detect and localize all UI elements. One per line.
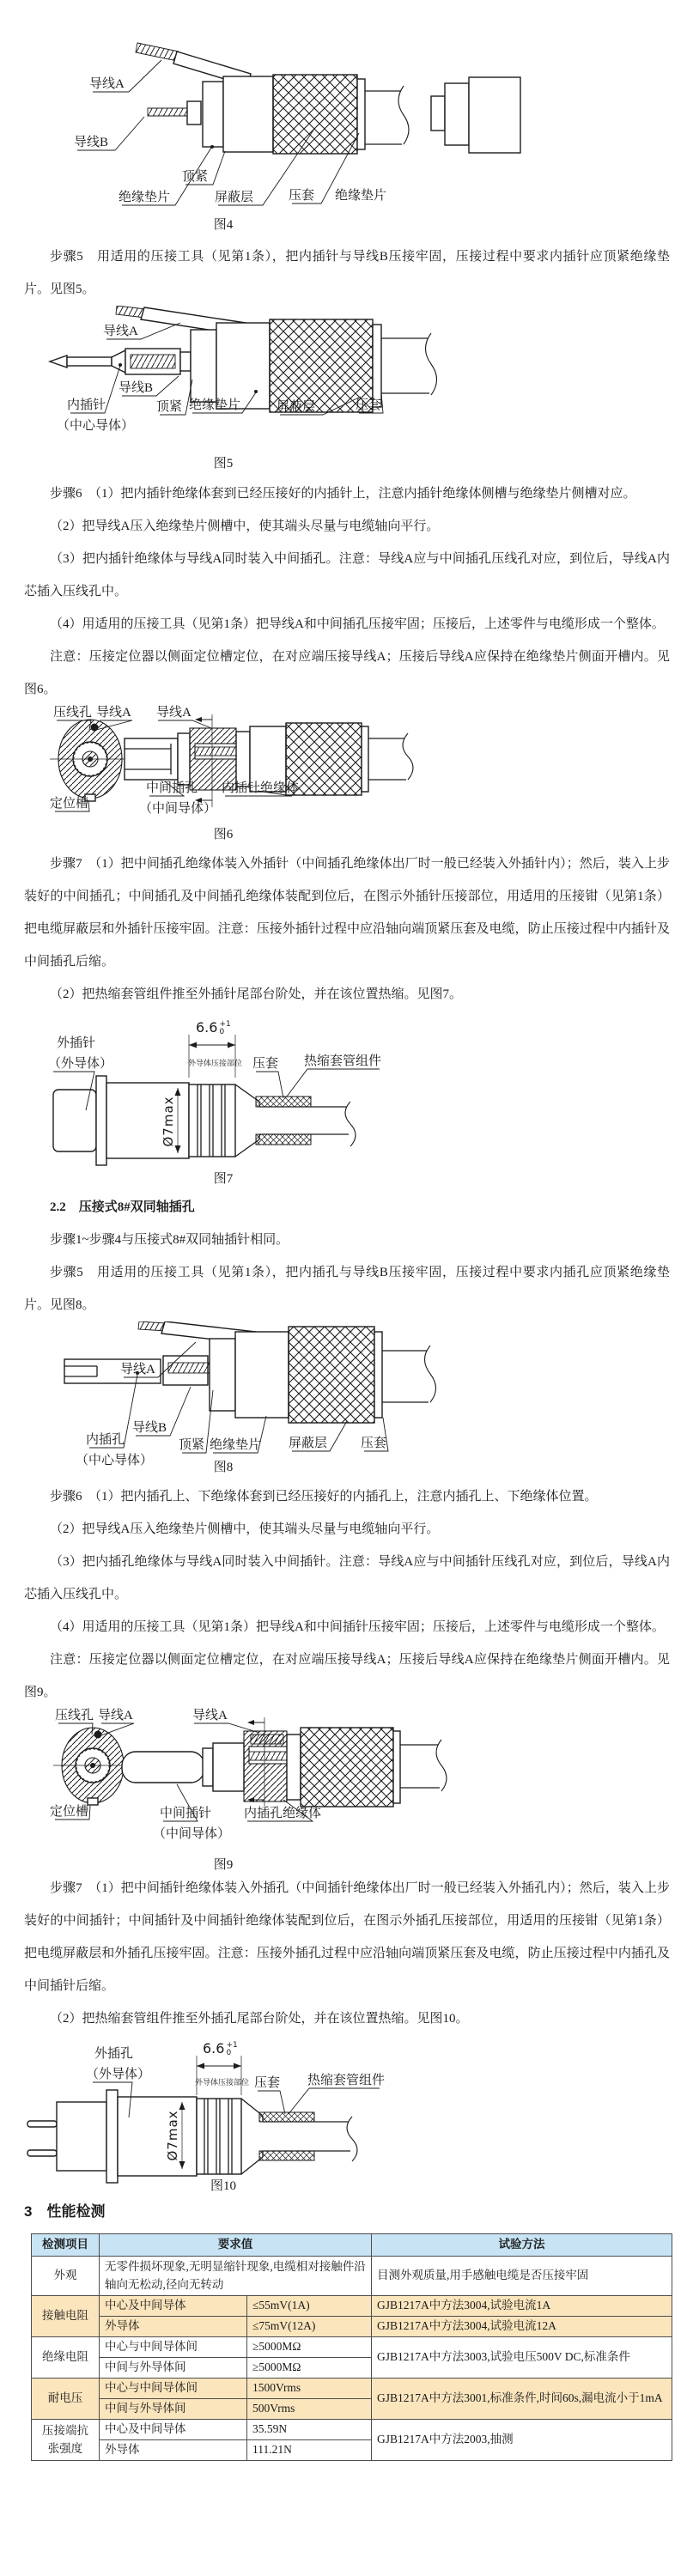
fig8-label-socket2: （中心导体） [76,1454,154,1467]
fig5-label-wire-b: 导线B [119,381,154,395]
fig9-label-wire-a2: 导线A [192,1709,228,1722]
cell-sub-value: 35.59N [247,2420,372,2440]
table-header-row [32,2234,672,2257]
cell-method: GJB1217A中方法3004,试验电流12A [372,2317,672,2337]
fig9-caption: 图9 [213,1858,234,1872]
cell-sub-value: 1500Vrms [247,2379,372,2399]
para-step5-2: 步骤5 用适用的压接工具（见第1条），把内插孔与导线B压接牢固，压接过程中要求内插孔应顶紧绝缘垫片。见图8。 [24,1266,670,1312]
col-header-method: 试验方法 [372,2234,672,2257]
fig6-label-insulator: 内插针绝缘体 [222,781,300,795]
para-step6-1-3: （3）把内插针绝缘体与导线A同时装入中间插孔。注意：导线A应与中间插孔压线孔对应，到位后，导线A内芯插入压线孔中。 [24,552,670,598]
cell-sub-name: 中间与外导体间 [100,2399,247,2420]
fig8-caption: 图8 [213,1461,234,1474]
fig4-label-tight: 顶紧 [182,170,209,184]
fig7-dimension [196,1021,231,1036]
para-note-2: 注意：压接定位器以侧面定位槽定位，在对应端压接导线A；压接后导线A应保持在绝缘垫片侧面开槽内。见图9。 [24,1653,670,1699]
table-row-contact-resistance-b [32,2317,672,2337]
fig8-label-socket: 内插孔 [86,1433,125,1447]
cell-method: GJB1217A中方法2003,抽测 [372,2420,672,2461]
fig8-label-shield: 屏蔽层 [289,1437,328,1450]
para-step6-1-1: 步骤6 （1）把内插针绝缘体套到已经压接好的内插针上，注意内插针绝缘体侧槽与绝缘垫片侧槽对应。 [50,487,636,501]
cell-sub-name: 中心与中间导体间 [100,2379,247,2399]
fig10-label-crimp-zone: 外导体压接部位 [195,2078,250,2087]
cell-sub-name: 外导体 [100,2317,247,2337]
section-2-2-heading: 2.2 压接式8#双同轴插孔 [50,1200,195,1214]
fig5-label-shield: 屏蔽层 [277,400,316,414]
fig7-label-diameter: Ø7max [161,1096,176,1147]
cell-item: 压接端抗张强度 [32,2420,100,2461]
fig9-label-mid: 中间插针 [160,1807,212,1820]
fig4-label-shield: 屏蔽层 [215,191,254,204]
fig7-label-outer2: （外导体） [48,1057,113,1071]
fig7-dim-tolerance [219,1021,230,1036]
fig5-label-tight: 顶紧 [156,400,183,414]
cell-sub-name: 中心与中间导体间 [100,2337,247,2358]
fig9-label-wire-a1: 导线A [98,1709,133,1722]
fig4-label-wire-b: 导线B [74,136,109,149]
fig4-caption: 图4 [213,218,234,232]
cell-item: 绝缘电阻 [32,2337,100,2379]
para-step6-1-2: （2）把导线A压入绝缘垫片侧槽中，使其端头尽量与电缆轴向平行。 [50,519,440,533]
cell-sub-name: 中心及中间导体 [100,2420,247,2440]
cell-method: GJB1217A中方法3004,试验电流1A [372,2296,672,2317]
fig9-label-mid2: （中间导体） [153,1827,231,1841]
cell-item: 耐电压 [32,2379,100,2420]
cell-item: 接触电阻 [32,2296,100,2337]
fig7-label-heatshrink: 热缩套管组件 [304,1054,382,1068]
fig5-label-pin2: （中心导体） [57,419,135,433]
para-step7-1b: （2）把热缩套管组件推至外插针尾部台阶处，并在该位置热缩。见图7。 [50,987,463,1001]
table-row-withstand-voltage-a [32,2379,672,2399]
fig6-label-mid2: （中间导体） [139,802,217,816]
fig7-label-outer-pin: 外插针 [57,1036,96,1050]
cell-method: GJB1217A中方法3001,标准条件,时间60s,漏电流小于1mA [372,2379,672,2420]
fig6-label-crimp-hole: 压线孔 [53,706,93,720]
col-header-requirement: 要求值 [100,2234,372,2257]
fig10-caption: 图10 [210,2179,236,2193]
section-3-heading: 3 性能检测 [24,2203,106,2220]
fig8-label-tight: 顶紧 [179,1438,205,1452]
figure-8 [0,1321,687,1480]
cell-requirement: 无零件损坏现象,无明显缩针现象,电缆相对接触件沿轴向无松动,径向无转动 [100,2257,372,2296]
fig10-dim-value: 6.6 [203,2040,225,2057]
figure-10 [0,2035,687,2194]
fig5-label-wire-a: 导线A [103,325,138,338]
para-step6-2-2: （2）把导线A压入绝缘垫片侧槽中，使其端头尽量与电缆轴向平行。 [50,1522,440,1536]
figure-5 [0,306,687,477]
para-step6-1-4: （4）用适用的压接工具（见第1条）把导线A和中间插孔压接牢固；压接后，上述零件与电缆形成一个整体。 [50,617,665,631]
fig7-tol-upper: +1 [219,1020,231,1029]
para-steps1-4: 步骤1~步骤4与压接式8#双同轴插针相同。 [50,1233,289,1247]
fig5-label-washer: 绝缘垫片 [189,398,241,412]
para-step7-2: 步骤7 （1）把中间插针绝缘体装入外插孔（中间插针绝缘体出厂时一般已经装入外插孔内）；然后，装入上步装好的中间插针；中间插针及中间插针绝缘体装配到位后，在图示外插孔压接部位，用适用的压接钳（见第1条）把电缆屏蔽层和外插孔压接牢固。注意：压接外插孔过程中应沿轴向端顶紧压套及电缆，防止压接过程中内插孔及中间插针后缩。 [24,1881,670,1993]
para-step6-2-3: （3）把内插孔绝缘体与导线A同时装入中间插针。注意：导线A应与中间插针压线孔对应，到位后，导线A内芯插入压线孔中。 [24,1555,670,1601]
fig8-label-wire-a: 导线A [120,1363,155,1376]
fig6-caption: 图6 [213,828,234,841]
para-step7-2b: （2）把热缩套管组件推至外插孔尾部台阶处，并在该位置热缩。见图10。 [50,2012,469,2026]
figure-9 [0,1709,687,1872]
cell-method: GJB1217A中方法3003,试验电压500V DC,标准条件 [372,2337,672,2379]
fig8-label-wire-b: 导线B [132,1421,167,1435]
cell-sub-value: ≥5000MΩ [247,2358,372,2379]
fig9-label-insulator: 内插孔绝缘体 [244,1807,322,1820]
cell-sub-value: ≤75mV(12A) [247,2317,372,2337]
fig5-label-sleeve: 压套 [356,398,382,412]
fig10-label-outer-socket: 外插孔 [94,2047,134,2061]
fig8-label-sleeve: 压套 [361,1437,387,1450]
fig8-label-washer: 绝缘垫片 [210,1438,262,1452]
fig6-label-wire-a1: 导线A [96,706,131,720]
fig10-dim-tolerance [226,2042,237,2057]
cell-sub-name: 中间与外导体间 [100,2358,247,2379]
cell-sub-value: ≥5000MΩ [247,2337,372,2358]
fig6-label-mid: 中间插孔 [146,781,198,795]
fig10-label-sleeve: 压套 [254,2076,281,2090]
fig5-caption: 图5 [213,457,234,471]
fig4-label-sleeve: 压套 [289,189,315,203]
fig7-tol-lower: 0 [219,1028,225,1036]
table-row-insulation-resistance-a [32,2337,672,2358]
fig6-label-wire-a2: 导线A [156,706,192,720]
fig4-label-wire-a: 导线A [89,77,125,91]
fig7-drawing [0,1011,687,1191]
col-header-item: 检测项目 [32,2234,100,2257]
cell-sub-value: ≤55mV(1A) [247,2296,372,2317]
para-note-1: 注意：压接定位器以侧面定位槽定位，在对应端压接导线A；压接后导线A应保持在绝缘垫片侧面开槽内。见图6。 [24,650,670,696]
fig10-tol-upper: +1 [226,2041,238,2050]
fig10-tol-lower: 0 [226,2049,232,2057]
fig7-caption: 图7 [213,1172,234,1186]
figure-6 [0,706,687,848]
fig10-dimension [203,2042,238,2057]
table-row-appearance [32,2257,672,2296]
fig5-label-pin: 内插针 [67,398,106,412]
fig7-label-crimp-zone: 外导体压接部位 [188,1059,243,1067]
table-row-contact-resistance-a [32,2296,672,2317]
cell-method: 目测外观质量,用手感触电缆是否压接牢固 [372,2257,672,2296]
fig4-label-washer2: 绝缘垫片 [335,189,387,203]
fig4-drawing [0,0,687,240]
fig7-dim-value: 6.6 [196,1019,218,1036]
cell-sub-name: 中心及中间导体 [100,2296,247,2317]
fig9-drawing [0,1709,687,1872]
cell-sub-value: 500Vrms [247,2399,372,2420]
para-step5-1: 步骤5 用适用的压接工具（见第1条），把内插针与导线B压接牢固，压接过程中要求内插针应顶紧绝缘垫片。见图5。 [24,250,670,296]
fig6-label-slot: 定位槽 [50,797,89,811]
fig7-label-sleeve: 压套 [252,1057,279,1071]
para-step6-2-4: （4）用适用的压接工具（见第1条）把导线A和中间插针压接牢固；压接后，上述零件与电缆形成一个整体。 [50,1620,665,1634]
fig4-label-washer: 绝缘垫片 [119,191,171,204]
fig10-label-heatshrink: 热缩套管组件 [307,2074,386,2087]
figure-7 [0,1011,687,1191]
para-step7-1: 步骤7 （1）把中间插孔绝缘体装入外插针（中间插孔绝缘体出厂时一般已经装入外插针内）；然后，装入上步装好的中间插孔；中间插孔及中间插孔绝缘体装配到位后，在图示外插针压接部位，用适用的压接钳（见第1条）把电缆屏蔽层和外插针压接牢固。注意：压接外插针过程中应沿轴向端顶紧压套及电缆，防止压接过程中内插针及中间插孔后缩。 [24,857,670,969]
table-row-tensile-strength-a [32,2420,672,2440]
figure-4 [0,0,687,240]
fig10-label-outer2: （外导体） [86,2068,151,2081]
fig9-label-crimp-hole: 压线孔 [55,1709,94,1722]
fig9-label-slot: 定位槽 [50,1805,89,1819]
para-step6-2-1: 步骤6 （1）把内插孔上、下绝缘体套到已经压接好的内插孔上，注意内插孔上、下绝缘体位置。 [50,1490,598,1504]
cell-sub-value: 111.21N [247,2440,372,2461]
performance-table [31,2233,672,2461]
fig10-label-diameter: Ø7max [165,2110,180,2161]
cell-sub-name: 外导体 [100,2440,247,2461]
cell-item: 外观 [32,2257,100,2296]
